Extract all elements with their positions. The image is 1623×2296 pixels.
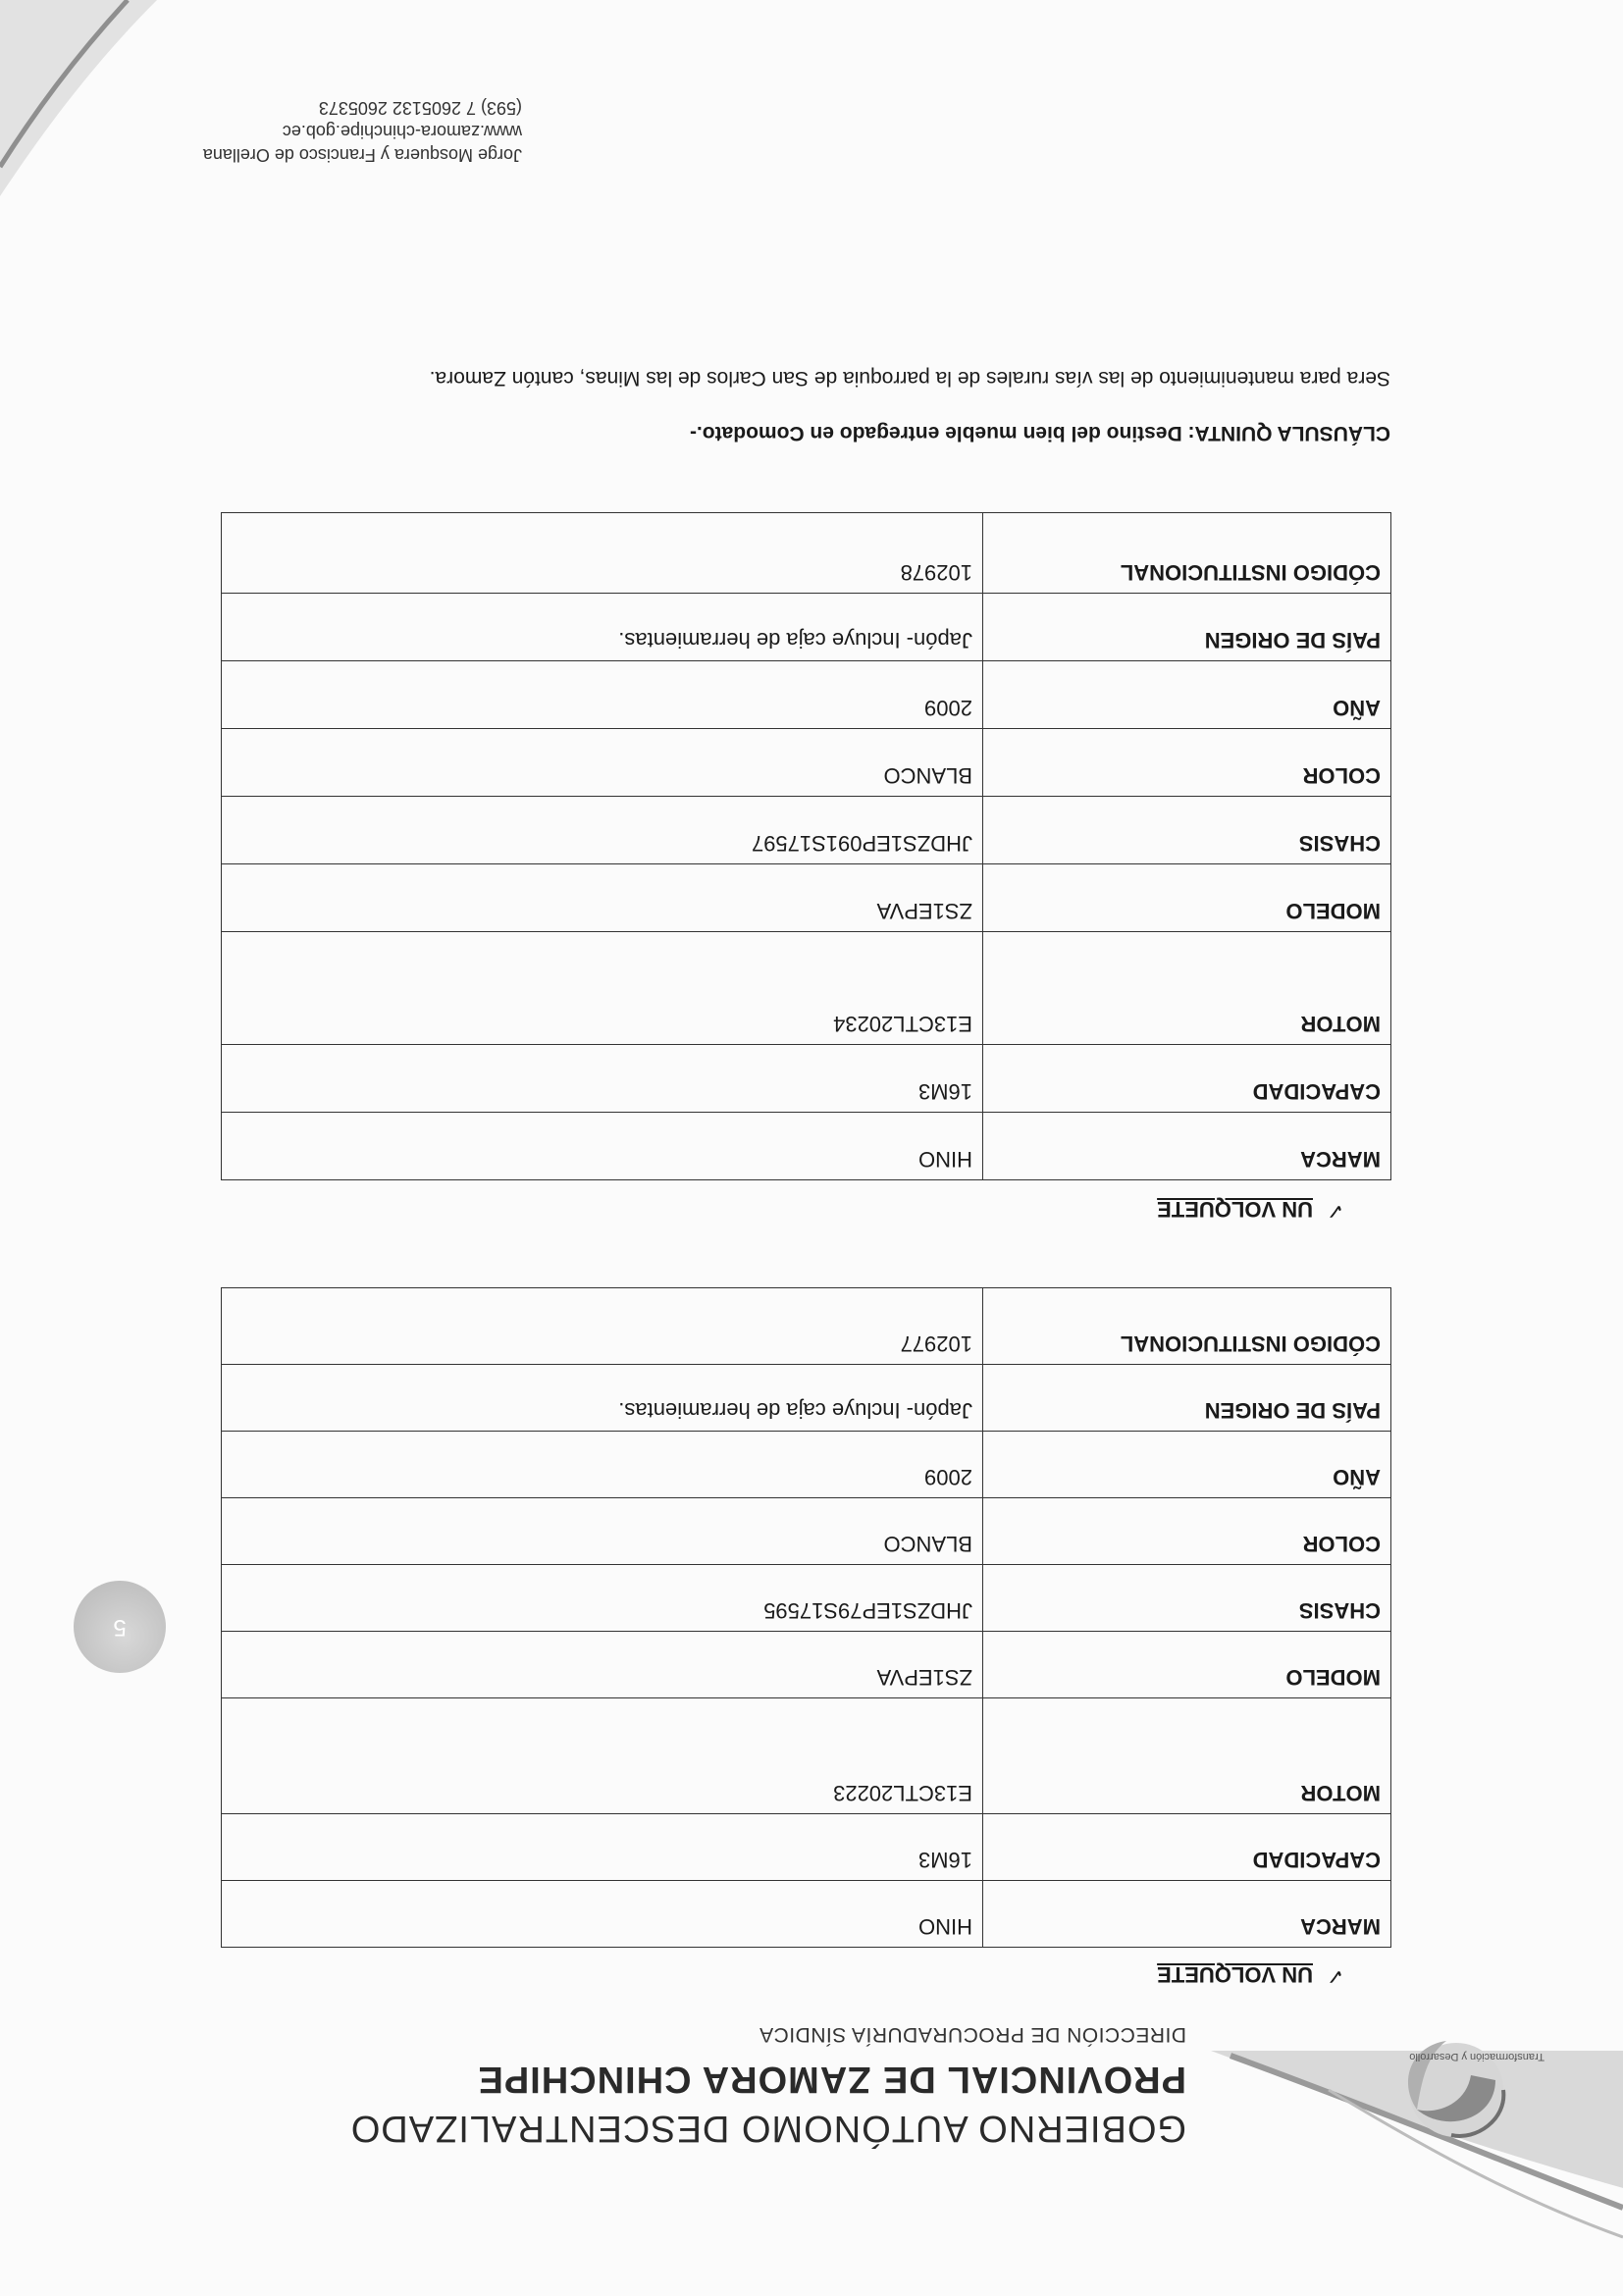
spec-value: Japón- Incluye caja de herramientas.	[222, 594, 983, 661]
table-row	[222, 797, 1391, 864]
checkmark-icon: ✓	[1326, 1964, 1344, 1989]
spec-value: 2009	[222, 661, 983, 729]
spec-value: Japón- Incluye caja de herramientas.	[222, 1365, 983, 1432]
spec-value: E13CTL20234	[222, 932, 983, 1045]
table-row	[222, 1632, 1391, 1698]
table-row	[222, 1881, 1391, 1948]
spec-value: JHDZS1EP79S17595	[222, 1565, 983, 1632]
table-row	[222, 1565, 1391, 1632]
spec-value: ZS1EPVA	[222, 1632, 983, 1698]
spec-label: CHASIS	[983, 797, 1391, 864]
vehicle-heading	[1157, 1961, 1344, 1989]
spec-label: MARCA	[983, 1113, 1391, 1180]
spec-label: MODELO	[983, 864, 1391, 932]
checkmark-icon: ✓	[1326, 1199, 1344, 1224]
table-row	[222, 932, 1391, 1045]
spec-label: CÓDIGO INSTITUCIONAL	[983, 1288, 1391, 1365]
spec-label: PAÍS DE ORIGEN	[983, 594, 1391, 661]
page-number-badge: 5	[74, 1581, 166, 1673]
vehicle-heading	[1157, 1196, 1344, 1224]
footer-address: Jorge Mosquera y Francisco de Orellana	[202, 145, 522, 165]
table-row	[222, 1432, 1391, 1498]
header-subtitle: DIRECCIÓN DE PROCURADURÍA SÍNDICA	[759, 2023, 1186, 2046]
spec-label: PAÍS DE ORIGEN	[983, 1365, 1391, 1432]
vehicle-heading-text: UN VOLQUETE	[1157, 1962, 1313, 1987]
spec-label: MODELO	[983, 1632, 1391, 1698]
table-row	[222, 1113, 1391, 1180]
spec-label: CAPACIDAD	[983, 1814, 1391, 1881]
spec-label: COLOR	[983, 1498, 1391, 1565]
spec-label: CÓDIGO INSTITUCIONAL	[983, 513, 1391, 594]
spec-label: MOTOR	[983, 1698, 1391, 1814]
footer-phone: (593) 7 2605132 2605373	[318, 98, 522, 118]
spec-value: BLANCO	[222, 729, 983, 797]
table-row	[222, 1498, 1391, 1565]
spec-value: JHDZS1EP091S17597	[222, 797, 983, 864]
vehicle-specs-table	[221, 512, 1391, 1180]
header-title-line1: GOBIERNO AUTÓNOMO DESCENTRALIZADO	[349, 2108, 1186, 2149]
table-row	[222, 1365, 1391, 1432]
spec-value: 16M3	[222, 1814, 983, 1881]
clause-title: CLÁUSULA QUINTA: Destino del bien mueble entregado en Comodato.-	[689, 422, 1390, 444]
table-row	[222, 1288, 1391, 1365]
table-row	[222, 729, 1391, 797]
table-row	[222, 1698, 1391, 1814]
spec-value: 16M3	[222, 1045, 983, 1113]
spec-value: HINO	[222, 1113, 983, 1180]
spec-label: CHASIS	[983, 1565, 1391, 1632]
spec-value: 102978	[222, 513, 983, 594]
spec-value: HINO	[222, 1881, 983, 1948]
table-row	[222, 864, 1391, 932]
vehicle-heading-text: UN VOLQUETE	[1157, 1197, 1313, 1222]
table-row	[222, 1045, 1391, 1113]
header-title-line2: PROVINCIAL DE ZAMORA CHINCHIPE	[477, 2059, 1186, 2100]
spec-value: E13CTL20223	[222, 1698, 983, 1814]
corner-swoosh-decoration	[0, 0, 196, 196]
spec-value: ZS1EPVA	[222, 864, 983, 932]
spec-label: AÑO	[983, 1432, 1391, 1498]
spec-label: MARCA	[983, 1881, 1391, 1948]
logo-caption: Transformación y Desarrollo	[1409, 2051, 1544, 2062]
spec-value: 102977	[222, 1288, 983, 1365]
spec-label: COLOR	[983, 729, 1391, 797]
spec-label: MOTOR	[983, 932, 1391, 1045]
table-row	[222, 513, 1391, 594]
spec-label: CAPACIDAD	[983, 1045, 1391, 1113]
spec-value: 2009	[222, 1432, 983, 1498]
footer-contact	[203, 96, 522, 167]
clause-body: Sera para mantenimiento de las vías rurales de la parroquia de San Carlos de las Minas, cantón Zamora.	[429, 367, 1390, 390]
footer-website: www.zamora-chinchipe.gob.ec	[282, 122, 522, 141]
table-row	[222, 594, 1391, 661]
table-row	[222, 661, 1391, 729]
table-row	[222, 1814, 1391, 1881]
spec-label: AÑO	[983, 661, 1391, 729]
spec-value: BLANCO	[222, 1498, 983, 1565]
vehicle-specs-table	[221, 1287, 1391, 1948]
